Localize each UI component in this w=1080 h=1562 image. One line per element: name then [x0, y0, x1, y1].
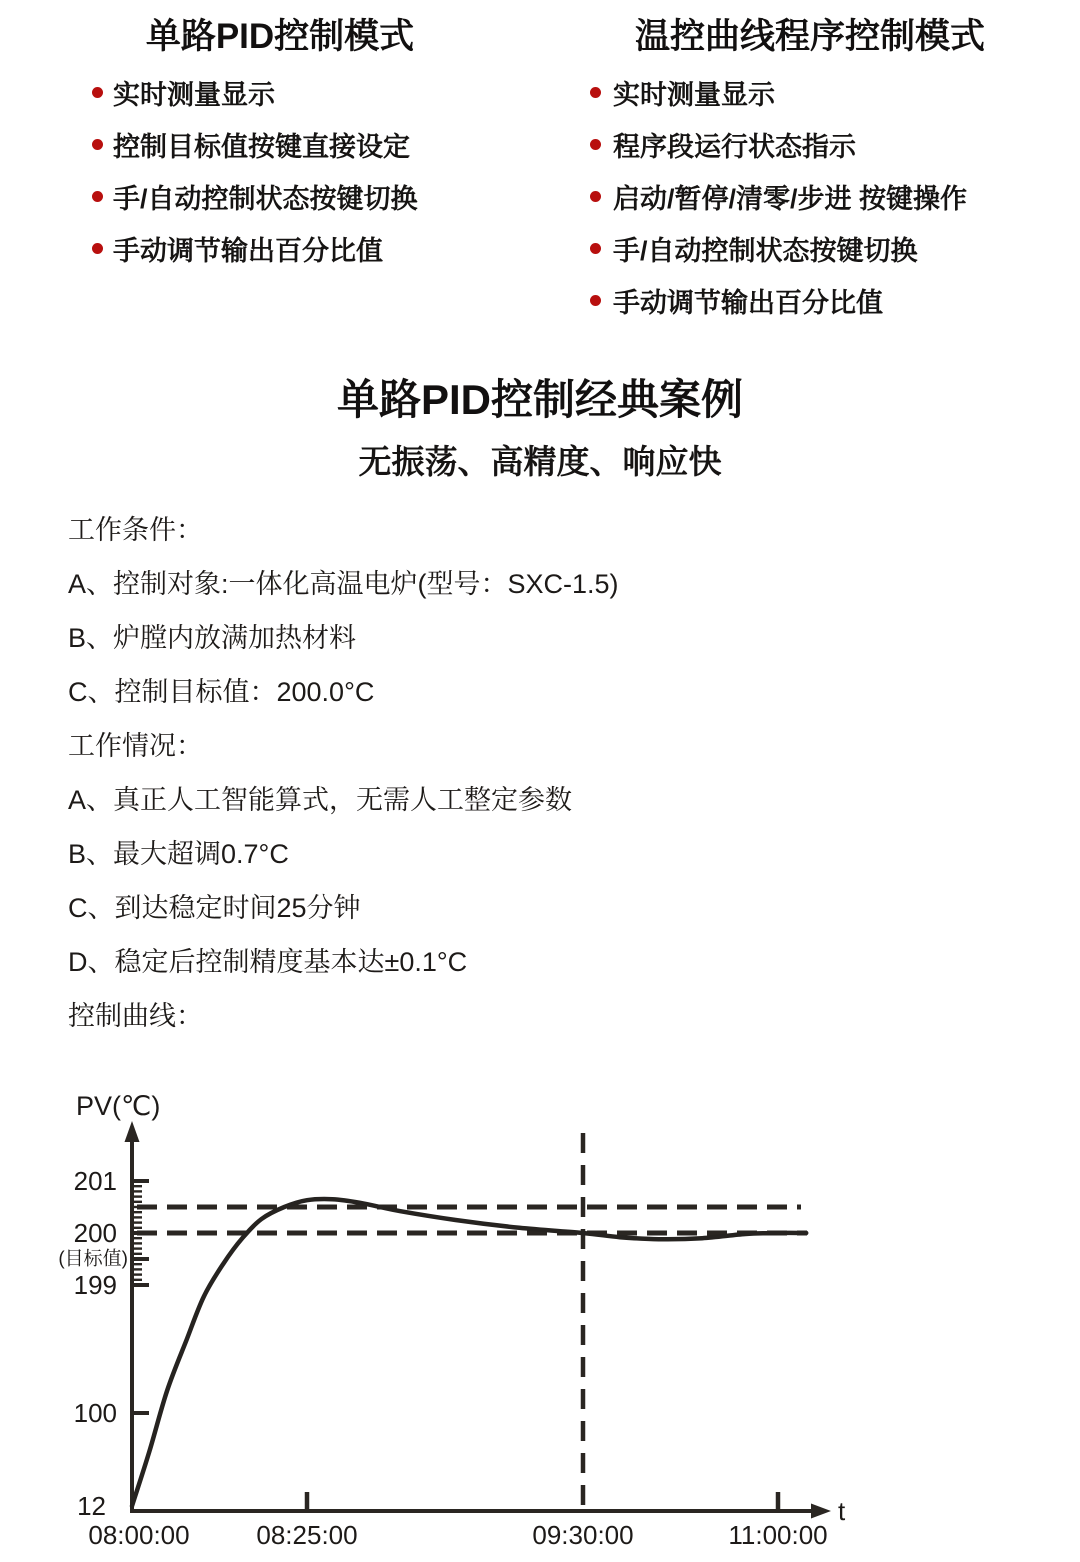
- case-study-line: 工作情况：: [68, 730, 203, 761]
- case-study-line: C、到达稳定时间25分钟: [68, 892, 361, 923]
- y-target-label: (目标值): [58, 1248, 128, 1270]
- y-tick-label: 100: [73, 1398, 117, 1428]
- case-study-line: A、真正人工智能算式，无需人工整定参数: [68, 784, 573, 815]
- y-axis-ruler-ticks: [134, 1181, 149, 1413]
- feature-item-label: 手动调节输出百分比值: [113, 235, 383, 266]
- y-tick-label: 199: [73, 1270, 117, 1300]
- case-study-line: B、最大超调0.7°C: [68, 838, 289, 869]
- case-study-line: C、控制目标值：200.0°C: [68, 676, 375, 707]
- axis-tick-labels: [58, 1166, 827, 1550]
- feature-item-label: 启动/暂停/清零/步进 按键操作: [613, 183, 968, 214]
- mode-single-pid-title: 单路PID控制模式: [145, 17, 415, 56]
- mode-program-title: 温控曲线程序控制模式: [634, 17, 985, 56]
- case-study-line: D、稳定后控制精度基本达±0.1°C: [68, 946, 468, 977]
- pv-curve: [132, 1199, 806, 1506]
- x-tick-label: 09:30:00: [532, 1520, 634, 1550]
- y-tick-label: 12: [77, 1491, 106, 1521]
- feature-item-label: 手/自动控制状态按键切换: [113, 183, 418, 214]
- x-axis-ticks: [307, 1492, 778, 1509]
- x-tick-label: 11:00:00: [728, 1520, 828, 1550]
- x-tick-label: 08:00:00: [88, 1520, 190, 1550]
- x-axis-arrow-icon: [811, 1504, 831, 1519]
- y-axis-arrow-icon: [125, 1121, 140, 1142]
- x-tick-label: 08:25:00: [256, 1520, 358, 1550]
- pv-curve-path: [132, 1199, 806, 1506]
- feature-item-label: 实时测量显示: [613, 79, 775, 110]
- feature-item-label: 控制目标值按键直接设定: [113, 131, 410, 162]
- case-study-line: 控制曲线：: [68, 1000, 203, 1031]
- case-study-title: 单路PID控制经典案例: [336, 376, 743, 423]
- feature-item-label: 程序段运行状态指示: [613, 131, 856, 162]
- y-tick-label: 200: [73, 1218, 117, 1248]
- case-study-line: B、炉膛内放满加热材料: [68, 622, 357, 653]
- reference-dashed-lines: [137, 1133, 807, 1509]
- feature-item-label: 实时测量显示: [113, 79, 275, 110]
- case-study-subtitle: 无振荡、高精度、响应快: [358, 443, 722, 480]
- feature-item-label: 手动调节输出百分比值: [613, 287, 883, 318]
- case-study-line: 工作条件：: [68, 514, 203, 545]
- case-study-line: A、控制对象:一体化高温电炉(型号：SXC-1.5): [68, 568, 619, 599]
- x-axis-label: t: [838, 1496, 846, 1526]
- y-tick-label: 201: [73, 1166, 117, 1196]
- feature-item-label: 手/自动控制状态按键切换: [613, 235, 918, 266]
- y-axis-label: PV(℃): [76, 1091, 161, 1121]
